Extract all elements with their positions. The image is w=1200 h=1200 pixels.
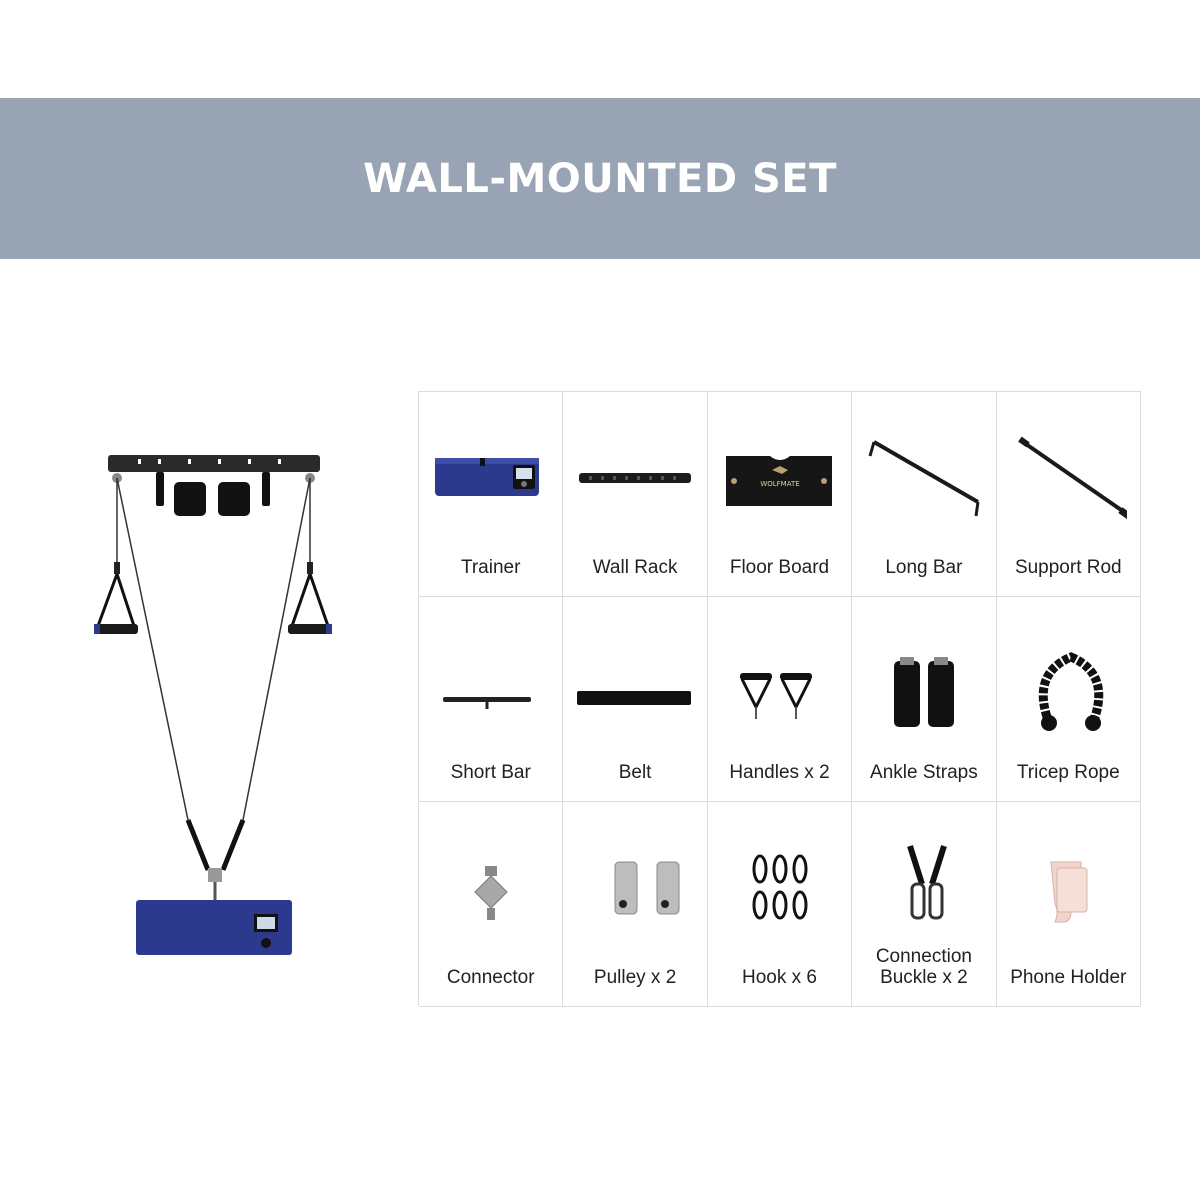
item-phone-holder [997,802,1141,1007]
item-wall-rack [563,392,707,597]
item-tricep-rope [997,597,1141,802]
wall-rack-icon [577,422,693,552]
item-label: Connection Buckle x 2 [875,946,972,988]
item-label: Trainer [460,557,521,578]
item-hook [708,802,852,1007]
tricep-rope-icon [1011,627,1127,757]
item-connector [419,802,563,1007]
item-ankle-straps [852,597,996,802]
support-rod-icon [1011,422,1127,552]
item-trainer [419,392,563,597]
item-label: Belt [618,762,652,783]
long-bar-icon [866,422,982,552]
item-label: Tricep Rope [1016,762,1120,783]
item-label: Short Bar [450,762,531,783]
connector-icon [433,832,549,962]
phone-holder-icon [1011,832,1127,962]
item-connection-buckle [852,802,996,1007]
item-label: Support Rod [1014,557,1122,578]
header-banner [0,98,1200,259]
item-label: Handles x 2 [729,762,830,783]
banner-title: WALL-MOUNTED SET [363,155,837,202]
ankle-straps-icon [866,627,982,757]
accessories-grid [418,391,1141,1006]
item-pulley [563,802,707,1007]
trainer-unit-icon [433,422,549,552]
short-bar-icon [433,627,549,757]
handles-icon [722,627,838,757]
item-label: Floor Board [729,557,830,578]
item-label: Long Bar [885,557,963,578]
floor-board-icon [722,422,838,552]
item-long-bar [852,392,996,597]
item-label: Ankle Straps [870,762,978,783]
assembled-set-illustration [80,440,340,970]
brand-logo-text: WOLFMATE [760,480,800,488]
item-label: Connector [446,967,535,988]
connection-buckle-icon [866,832,982,962]
item-label: Wall Rack [592,557,678,578]
item-support-rod [997,392,1141,597]
item-label: Pulley x 2 [593,967,677,988]
item-belt [563,597,707,802]
item-floor-board [708,392,852,597]
item-label: Phone Holder [1010,967,1127,988]
item-short-bar [419,597,563,802]
pulley-icon [577,832,693,962]
belt-icon [577,627,693,757]
hook-icon [722,832,838,962]
item-label: Hook x 6 [742,967,817,988]
item-handles [708,597,852,802]
